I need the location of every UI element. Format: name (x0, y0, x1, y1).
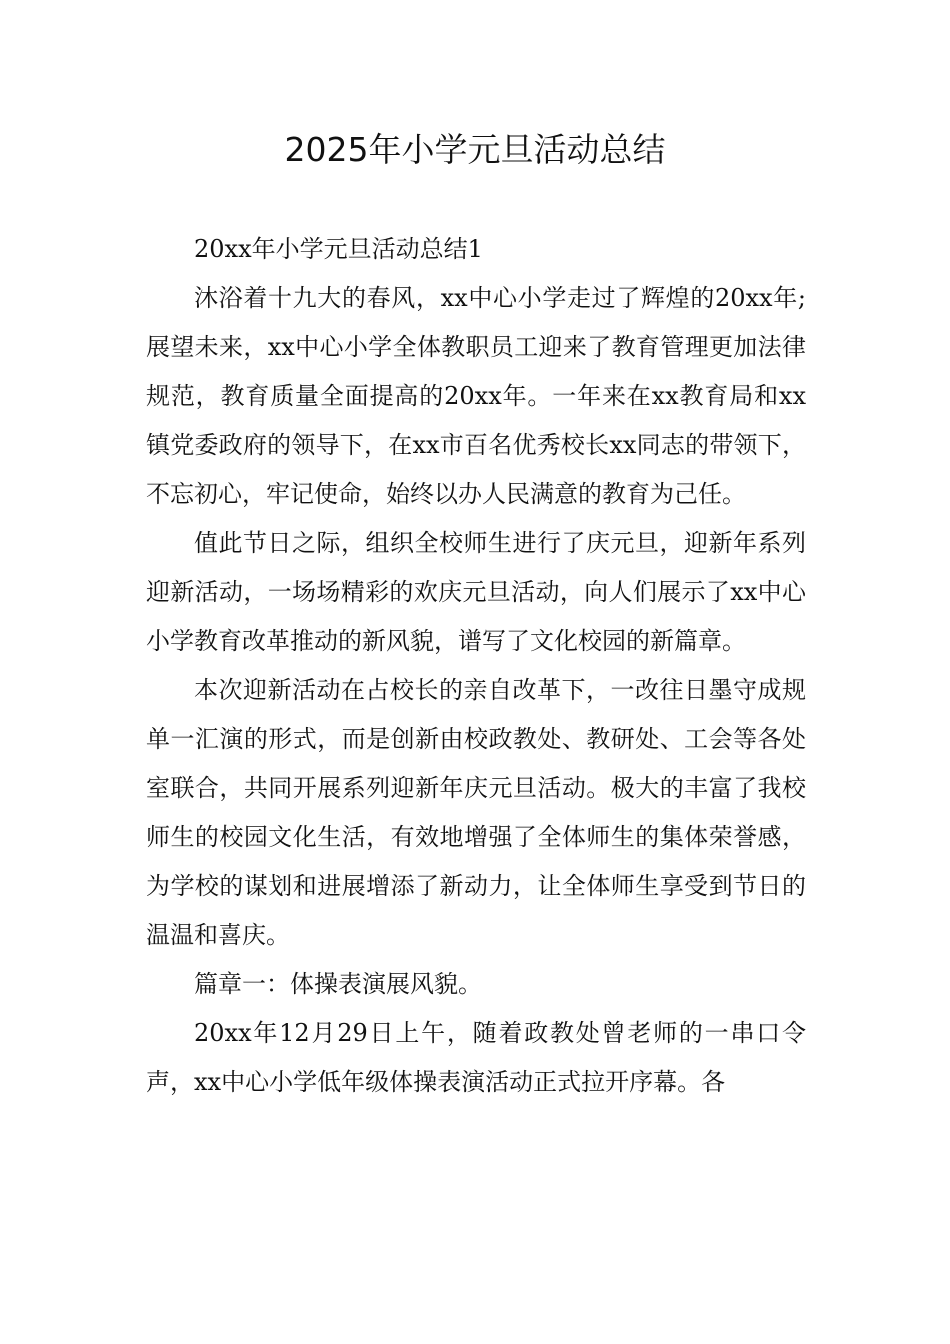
document-title: 2025年小学元旦活动总结 (284, 130, 666, 169)
paragraph: 值此节日之际，组织全校师生进行了庆元旦，迎新年系列迎新活动，一场场精彩的欢庆元旦活动，向人们展示了xx中心小学教育改革推动的新风貌，谱写了文化校园的新篇章。 (146, 529, 806, 655)
paragraph: 20xx年12月29日上午，随着政教处曾老师的一串口令声，xx中心小学低年级体操表演活动正式拉开序幕。各 (146, 1019, 806, 1096)
document-body (146, 225, 806, 1107)
chapter-heading: 篇章一：体操表演展风貌。 (194, 970, 482, 998)
section-heading: 20xx年小学元旦活动总结1 (194, 235, 483, 263)
paragraph: 本次迎新活动在占校长的亲自改革下，一改往日墨守成规单一汇演的形式，而是创新由校政教处、教研处、工会等各处室联合，共同开展系列迎新年庆元旦活动。极大的丰富了我校师生的校园文化生活，有效地增强了全体师生的集体荣誉感，为学校的谋划和进展增添了新动力，让全体师生享受到节日的温温和喜庆。 (146, 676, 806, 949)
paragraph: 沐浴着十九大的春风，xx中心小学走过了辉煌的20xx年;展望未来，xx中心小学全体教职员工迎来了教育管理更加法律规范，教育质量全面提高的20xx年。一年来在xx教育局和xx镇党委政府的领导下，在xx市百名优秀校长xx同志的带领下，不忘初心，牢记使命，始终以办人民满意的教育为己任。 (146, 284, 806, 508)
